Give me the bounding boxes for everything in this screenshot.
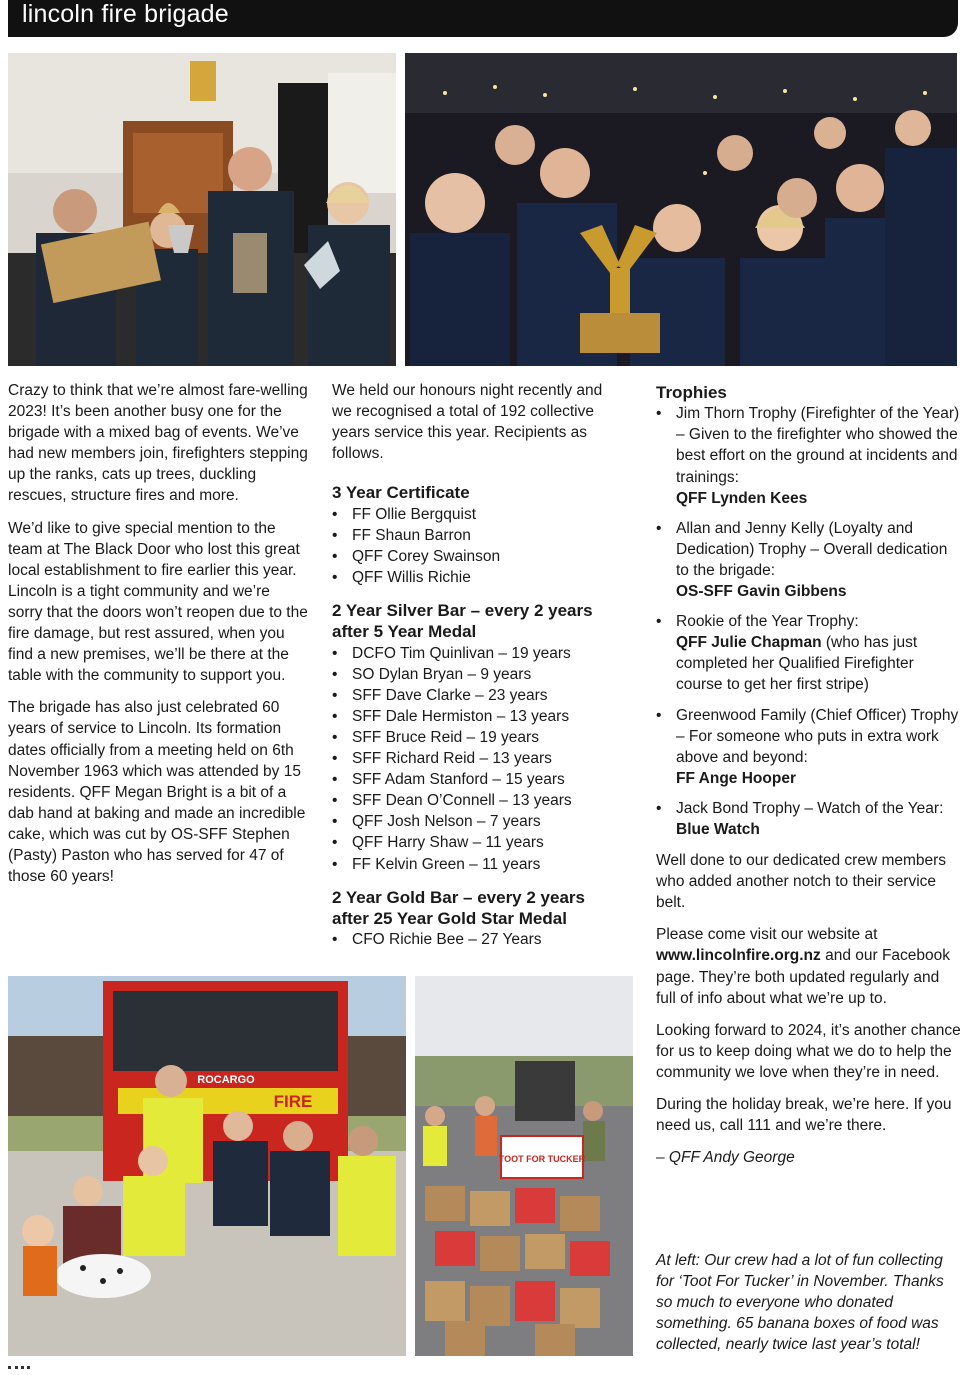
- column-intro: [8, 380, 308, 898]
- list-item: • QFF Harry Shaw – 11 years: [332, 832, 622, 853]
- trophy-note: (who has just completed her Qualified Firefighter course to get her first stripe): [676, 634, 918, 694]
- truck-brand-label: ROCARGO: [197, 1074, 255, 1086]
- column-trophies: [656, 382, 962, 1179]
- trophy-item: [656, 518, 962, 602]
- signature: – QFF Andy George: [656, 1149, 795, 1167]
- well-done-paragraph: Well done to our dedicated crew members who added another notch to their service belt.: [656, 852, 947, 912]
- section-heading-gold-bar: 2 Year Gold Bar – every 2 years after 25 Year Gold Star Medal: [332, 887, 585, 928]
- intro-paragraph-3: The brigade has also just celebrated 60 years of service to Lincoln. Its formation dates officially from a meeting held on 6th November 1963 which was attended by 15 residents. QFF Megan Bright is a bit of a dab hand at baking and made an incredible cake, which was cut by OS-SFF Stephen (Pasty) Paston who has served for 47 of those 60 years!: [8, 699, 306, 886]
- list-item: • CFO Richie Bee – 27 Years: [332, 929, 622, 950]
- trophy-winner: QFF Lynden Kees: [676, 489, 808, 507]
- truck-fire-label: FIRE: [273, 1092, 313, 1111]
- list-item: • QFF Willis Richie: [332, 567, 622, 588]
- photo-honours-night-group: [405, 53, 957, 366]
- intro-paragraph-1: Crazy to think that we’re almost fare-welling 2023! It’s been another busy one for the brigade with a mixed bag of events. We’ve had new members join, firefighters stepping up the ranks, cats up trees, duckling rescues, structure fires and more.: [8, 382, 308, 505]
- list-gold-bar: [332, 929, 622, 950]
- photo-toot-for-tucker: [415, 976, 633, 1356]
- list-item: • FF Ollie Bergquist: [332, 504, 622, 525]
- trophy-item: [656, 798, 962, 840]
- holiday-paragraph: During the holiday break, we’re here. If you need us, call 111 and we’re there.: [656, 1096, 952, 1135]
- list-item: • QFF Corey Swainson: [332, 546, 622, 567]
- list-item: • SFF Dale Hermiston – 13 years: [332, 706, 622, 727]
- visit-post-text: and our Facebook page. They’re both updated regularly and full of info about what we’re up to.: [656, 947, 951, 1007]
- trophy-item: [656, 403, 962, 508]
- column-honours: [332, 380, 622, 950]
- trophies-heading: Trophies: [656, 383, 727, 402]
- trophy-item: [656, 611, 962, 695]
- list-3-year: [332, 504, 622, 588]
- website-link[interactable]: www.lincolnfire.org.nz: [656, 947, 821, 965]
- photo-trophy-holders: [8, 53, 396, 366]
- list-item: • SO Dylan Bryan – 9 years: [332, 664, 622, 685]
- trophies-list: [656, 403, 962, 840]
- trophy-description: Jim Thorn Trophy (Firefighter of the Year) – Given to the firefighter who showed the best effort on the ground at incidents and trainings:: [676, 405, 960, 486]
- trophy-winner: Blue Watch: [676, 820, 760, 838]
- looking-forward-paragraph: Looking forward to 2024, it’s another chance for us to keep doing what we do to help the community we love when they’re in need.: [656, 1021, 961, 1081]
- photo-caption: At left: Our crew had a lot of fun collecting for ‘Toot For Tucker’ in November. Thanks so much to everyone who donated something. 65 banana boxes of food was collected, nearly twice last year’s total!: [656, 1252, 944, 1354]
- trophy-winner: QFF Julie Chapman: [676, 634, 822, 652]
- section-heading-3-year: 3 Year Certificate: [332, 483, 470, 503]
- trophy-description: Jack Bond Trophy – Watch of the Year:: [676, 799, 944, 817]
- toot-for-tucker-sign: TOOT FOR TUCKER: [498, 1154, 586, 1164]
- trophy-winner: OS-SFF Gavin Gibbens: [676, 583, 847, 601]
- intro-paragraph-2: We’d like to give special mention to the team at The Black Door who lost this great local establishment to fire earlier this year. Lincoln is a tight community and we’re sorry that the doors won’t reopen due to the fire damage, but rest assured, when you find a new premises, we’ll be there at the table with the community to support you.: [8, 519, 308, 685]
- trophy-description: Greenwood Family (Chief Officer) Trophy – For someone who puts in extra work above and beyond:: [676, 706, 959, 766]
- trophy-description: Rookie of the Year Trophy:: [676, 613, 859, 631]
- visit-paragraph: [656, 924, 962, 1008]
- list-item: • FF Kelvin Green – 11 years: [332, 854, 622, 875]
- list-item: • FF Shaun Barron: [332, 525, 622, 546]
- trophy-winner: FF Ange Hooper: [676, 769, 796, 787]
- list-silver-bar: [332, 643, 622, 875]
- page-number-mark: [8, 1366, 30, 1369]
- honours-intro: We held our honours night recently and we recognised a total of 192 collective years service this year. Recipients as follows.: [332, 382, 603, 463]
- list-item: • SFF Dave Clarke – 23 years: [332, 685, 622, 706]
- header-bar: [8, 0, 958, 37]
- trophy-item: [656, 705, 962, 789]
- photo-fire-truck-crew: [8, 976, 406, 1356]
- list-item: • QFF Josh Nelson – 7 years: [332, 811, 622, 832]
- list-item: • SFF Richard Reid – 13 years: [332, 748, 622, 769]
- visit-pre-text: Please come visit our website at: [656, 926, 878, 944]
- list-item: • SFF Bruce Reid – 19 years: [332, 727, 622, 748]
- list-item: • DCFO Tim Quinlivan – 19 years: [332, 643, 622, 664]
- page-title: lincoln fire brigade: [22, 0, 229, 28]
- trophy-description: Allan and Jenny Kelly (Loyalty and Dedication) Trophy – Overall dedication to the brigade:: [676, 519, 948, 579]
- section-heading-silver-bar: 2 Year Silver Bar – every 2 years after 5 Year Medal: [332, 601, 593, 642]
- list-item: • SFF Adam Stanford – 15 years: [332, 769, 622, 790]
- list-item: • SFF Dean O’Connell – 13 years: [332, 790, 622, 811]
